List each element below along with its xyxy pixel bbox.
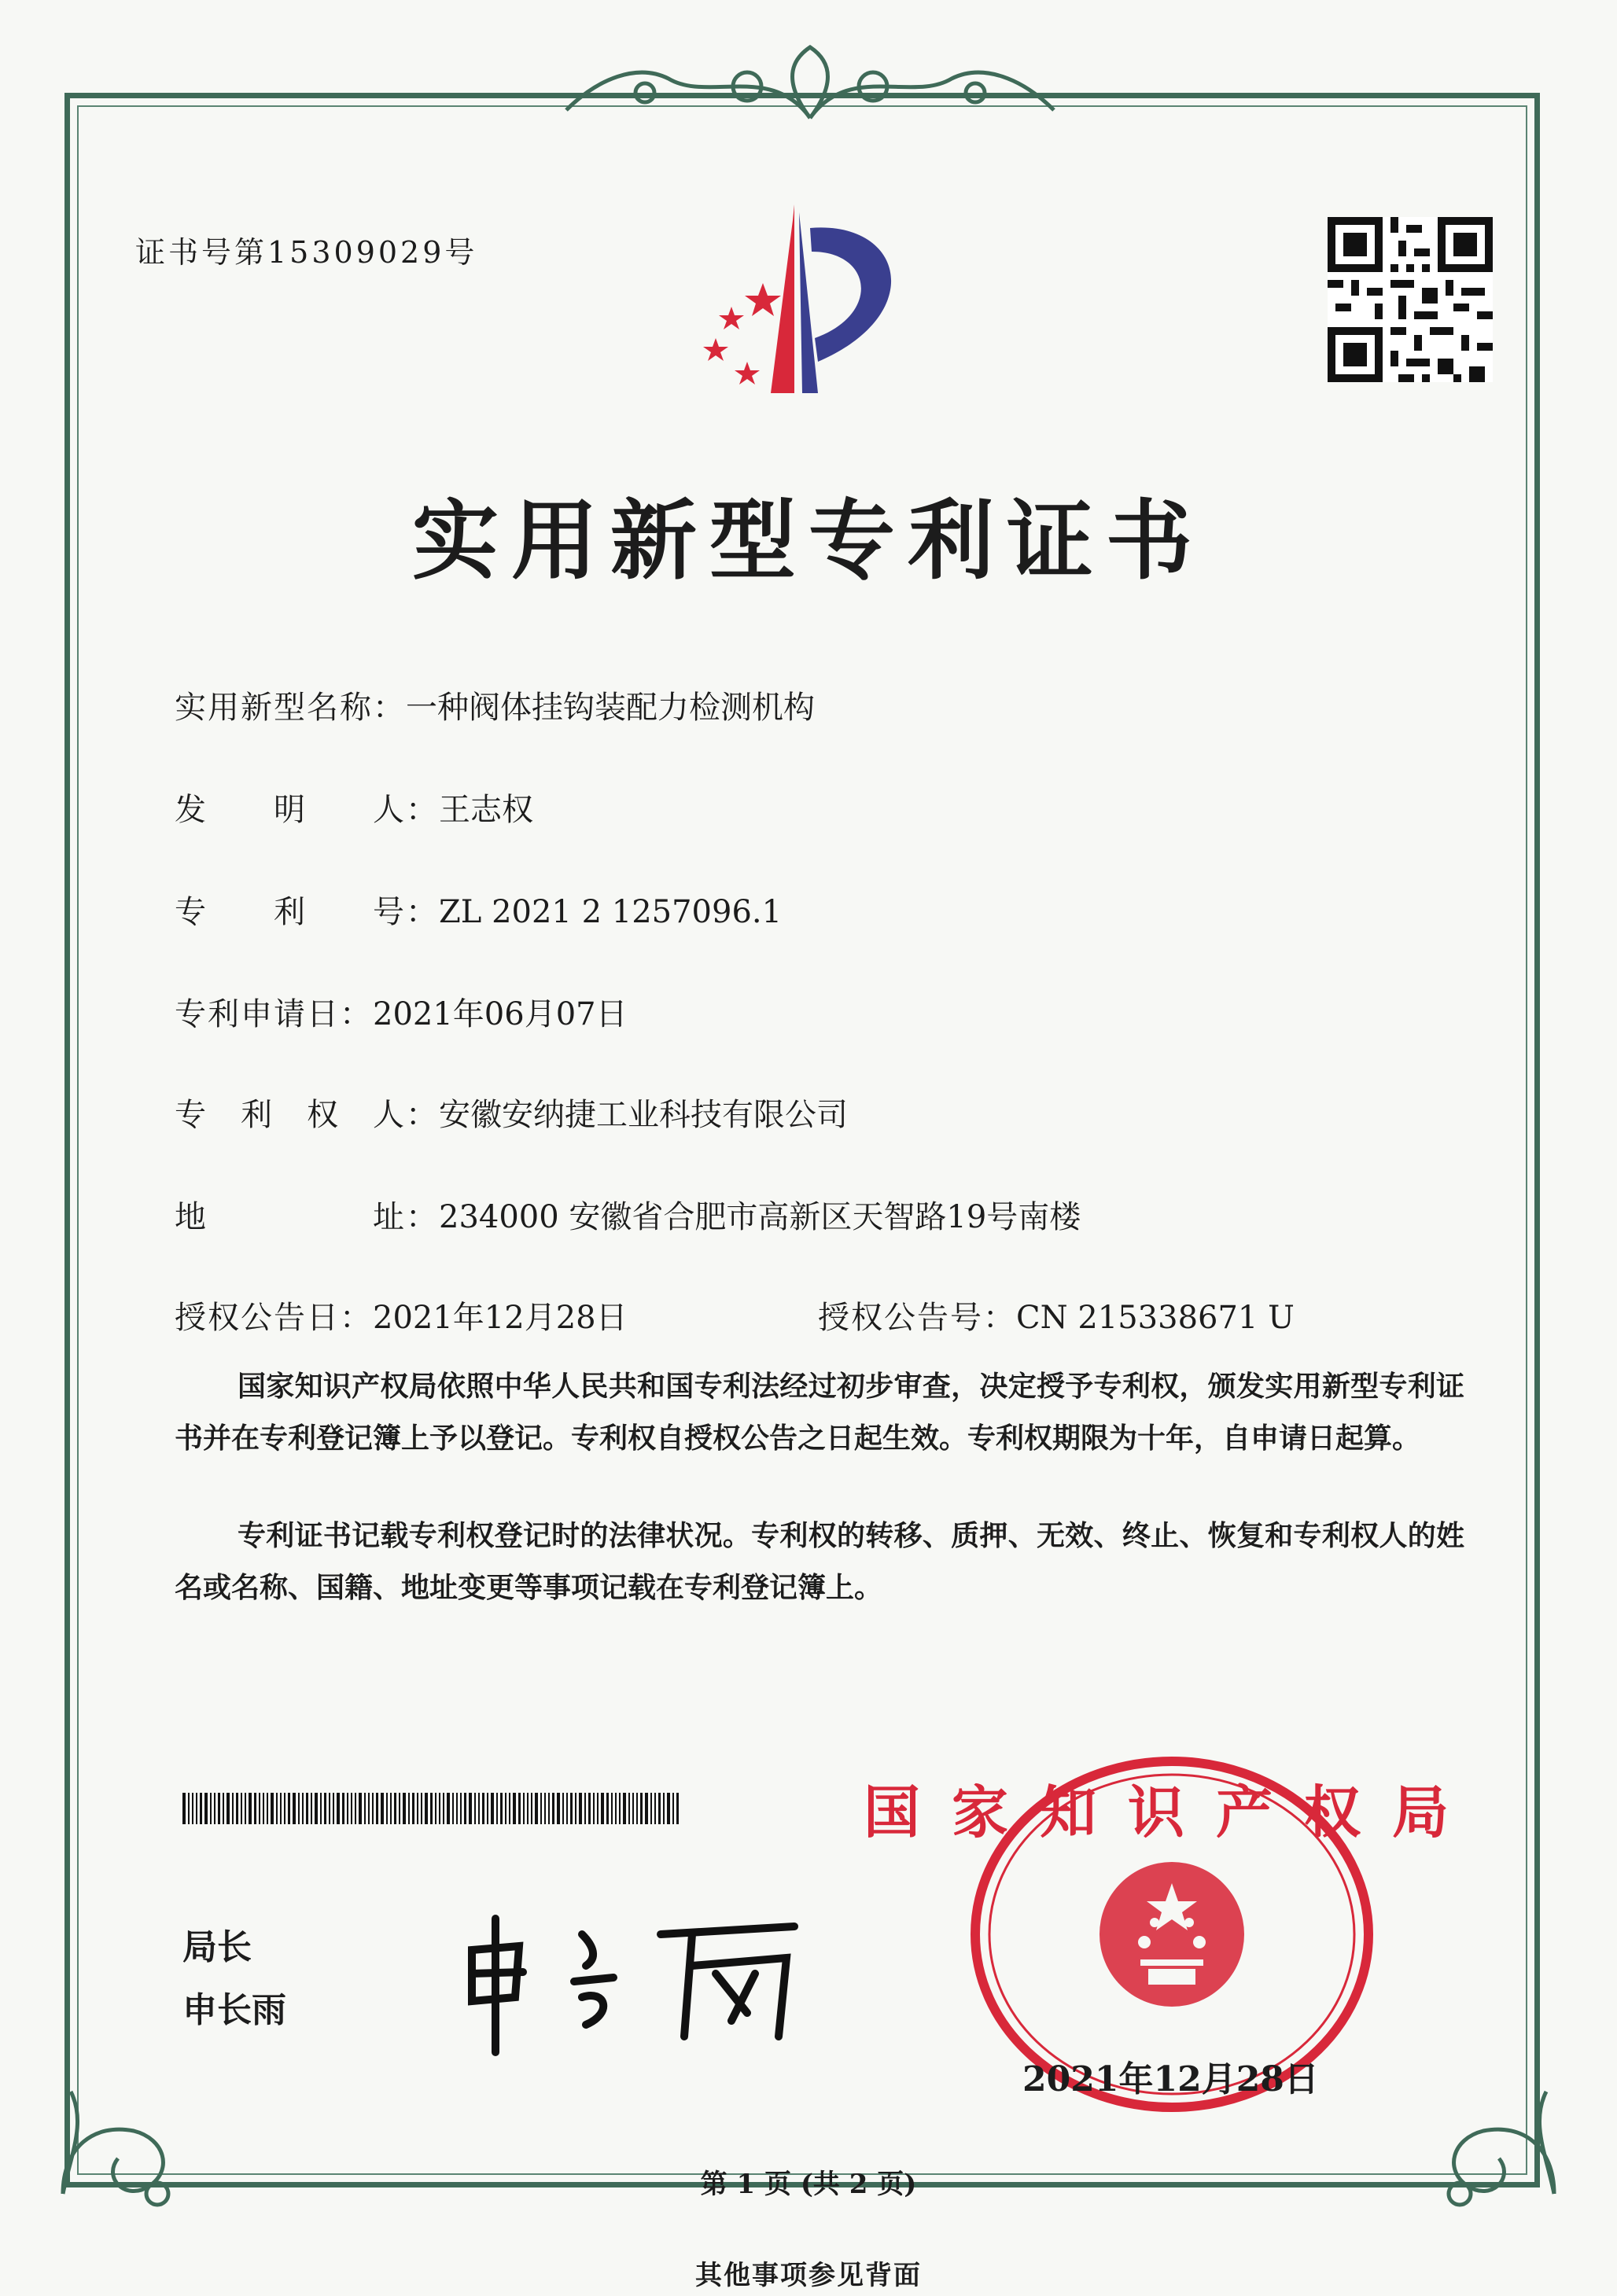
field-value: 234000 安徽省合肥市高新区天智路19号南楼 [439,1199,1081,1235]
field-value: 安徽安纳捷工业科技有限公司 [439,1097,848,1133]
field-patent-number [175,887,782,932]
field-value: 2021年06月07日 [373,996,628,1032]
cnipa-logo [676,204,936,409]
certificate-number: 证书号第15309029号 [135,235,478,270]
seal-text: 国家知识产权局 [863,1779,1481,1845]
barcode [182,1793,678,1824]
field-grant-date [175,1293,628,1337]
field-label: 地 址： [175,1199,439,1235]
body-paragraph-1: 国家知识产权局依照中华人民共和国专利法经过初步审查，决定授予专利权，颁发实用新型专利证书并在专利登记簿上予以登记。专利权自授权公告之日起生效。专利权期限为十年，自申请日起算。 [175,1370,1464,1455]
field-address [175,1192,1081,1237]
certificate-title: 实用新型专利证书 [412,490,1205,591]
field-utility-model-name [175,683,815,727]
page-number: 第 1 页 (共 2 页) [700,2169,917,2200]
director-signature [456,1903,818,2060]
field-application-date [175,989,628,1034]
field-label: 专 利 号： [175,894,439,930]
seal-date: 2021年12月28日 [1022,2059,1319,2099]
field-label: 专利申请日： [175,996,373,1032]
field-label: 授权公告号： [818,1300,1016,1336]
director-name: 申长雨 [182,1990,286,2030]
qr-code [1328,217,1493,382]
top-ornament [551,31,1070,134]
field-value: CN 215338671 U [1016,1300,1295,1336]
director-title: 局长 [182,1927,252,1967]
field-value: 2021年12月28日 [373,1300,628,1336]
field-label: 发 明 人： [175,792,439,828]
field-patentee [175,1090,848,1135]
field-inventor [175,785,533,830]
field-grant-number [818,1293,1295,1337]
field-label: 授权公告日： [175,1300,373,1336]
body-paragraph-2: 专利证书记载专利权登记时的法律状况。专利权的转移、质押、无效、终止、恢复和专利权人的姓名或名称、国籍、地址变更等事项记载在专利登记簿上。 [175,1519,1464,1604]
field-value: 王志权 [439,792,533,828]
field-value: ZL 2021 2 1257096.1 [439,894,783,930]
field-label: 专 利 权 人： [175,1097,439,1133]
field-label: 实用新型名称： [175,690,406,726]
back-note: 其他事项参见背面 [695,2260,922,2291]
field-value: 一种阀体挂钩装配力检测机构 [406,690,815,726]
